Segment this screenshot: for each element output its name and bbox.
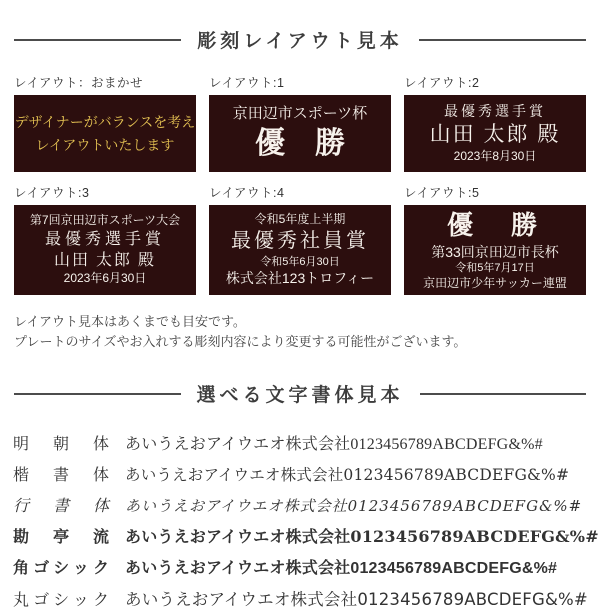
layout-disclaimer [14, 312, 586, 352]
font-sample-text: あいうえおアイウエオ株式会社0123456789ABCDEFG&%# [125, 466, 570, 485]
font-row-kaku-gothic [13, 555, 586, 578]
layout-label: レイアウト:3 [14, 186, 90, 200]
layout-cell-5 [404, 183, 586, 295]
plate-line: 優 勝 [446, 210, 543, 241]
font-sample-text: あいうえおアイウエオ株式会社0123456789ABCDEFG&%# [125, 590, 588, 610]
font-row-kaisho [13, 462, 586, 485]
engraved-plate-omakase [14, 95, 196, 172]
layout-label: レイアウト:1 [209, 76, 285, 90]
section-title-engraving-layout [14, 26, 586, 53]
font-sample-text: あいうえおアイウエオ株式会社0123456789ABCDEFG&%# [125, 497, 583, 516]
layout-label: レイアウト：おまかせ [14, 76, 144, 90]
section-title-font-samples [14, 380, 586, 407]
font-name: 勘亭流 [13, 527, 109, 547]
font-sample-text: あいうえおアイウエオ株式会社0123456789ABCDEFG&%# [125, 436, 543, 454]
plate-line: 優 勝 [255, 126, 345, 160]
font-name: 明朝体 [13, 436, 109, 454]
engraved-plate-1 [209, 95, 391, 172]
title-rule-right [419, 39, 586, 41]
font-sample-text: あいうえおアイウエオ株式会社0123456789ABCDEFG&%# [125, 527, 599, 547]
disclaimer-line-1: レイアウト見本はあくまでも目安です。 [14, 314, 246, 329]
plate-line: レイアウトいたします [35, 136, 175, 153]
layout-cell-4 [209, 183, 391, 295]
plate-line: 最優秀選手賞 [444, 103, 546, 120]
plate-line: 令和5年度上半期 [254, 212, 346, 227]
layout-cell-2 [404, 73, 586, 172]
font-name: 角ゴシック [13, 560, 109, 578]
font-sample-text: あいうえおアイウエオ株式会社0123456789ABCDEFG&%# [125, 560, 558, 578]
engraved-plate-4 [209, 205, 391, 295]
layout-label: レイアウト:5 [404, 186, 480, 200]
plate-line: 令和5年6月30日 [260, 255, 340, 268]
font-name: 丸ゴシック [13, 590, 109, 610]
title-rule-left [14, 39, 181, 41]
plate-line: 最優秀社員賞 [231, 230, 369, 253]
plate-line: 山田 太郎 殿 [53, 252, 156, 269]
engraved-plate-3 [14, 205, 196, 295]
layout-sample-grid [14, 73, 586, 295]
font-row-gyosho [13, 493, 586, 516]
font-name: 楷書体 [13, 465, 109, 485]
font-row-mincho [13, 431, 586, 454]
plate-line: 令和5年7月17日 [455, 262, 535, 275]
plate-line: 2023年6月30日 [63, 271, 147, 286]
font-sample-list [13, 431, 599, 610]
layout-label: レイアウト:4 [209, 186, 285, 200]
layout-label: レイアウト:2 [404, 76, 480, 90]
plate-line: 株式会社123トロフィー [225, 270, 375, 287]
font-row-kanteiryu [13, 524, 599, 547]
disclaimer-line-2: プレートのサイズやお入れする彫刻内容により変更する可能性がございます。 [14, 334, 467, 350]
layout-cell-omakase [14, 73, 196, 172]
plate-line: 最優秀選手賞 [44, 230, 165, 248]
plate-line: デザイナーがバランスを考え [14, 114, 196, 131]
plate-line: 京田辺市スポーツ杯 [232, 104, 368, 122]
section-title-text: 彫刻レイアウト見本 [197, 31, 403, 52]
layout-cell-1 [209, 73, 391, 172]
engraved-plate-2 [404, 95, 586, 172]
title-rule-left [14, 393, 181, 395]
section-title-text: 選べる文字書体見本 [196, 385, 404, 407]
plate-line: 第7回京田辺市スポーツ大会 [29, 213, 181, 228]
font-name: 行書体 [13, 496, 109, 516]
plate-line: 山田 太郎 殿 [429, 122, 561, 146]
engraved-plate-5 [404, 205, 586, 295]
plate-line: 京田辺市少年サッカー連盟 [423, 275, 567, 290]
font-row-maru-gothic [13, 586, 586, 610]
title-rule-right [420, 393, 587, 395]
layout-cell-3 [14, 183, 196, 295]
plate-line: 2023年8月30日 [453, 148, 537, 163]
plate-line: 第33回京田辺市長杯 [431, 243, 559, 260]
